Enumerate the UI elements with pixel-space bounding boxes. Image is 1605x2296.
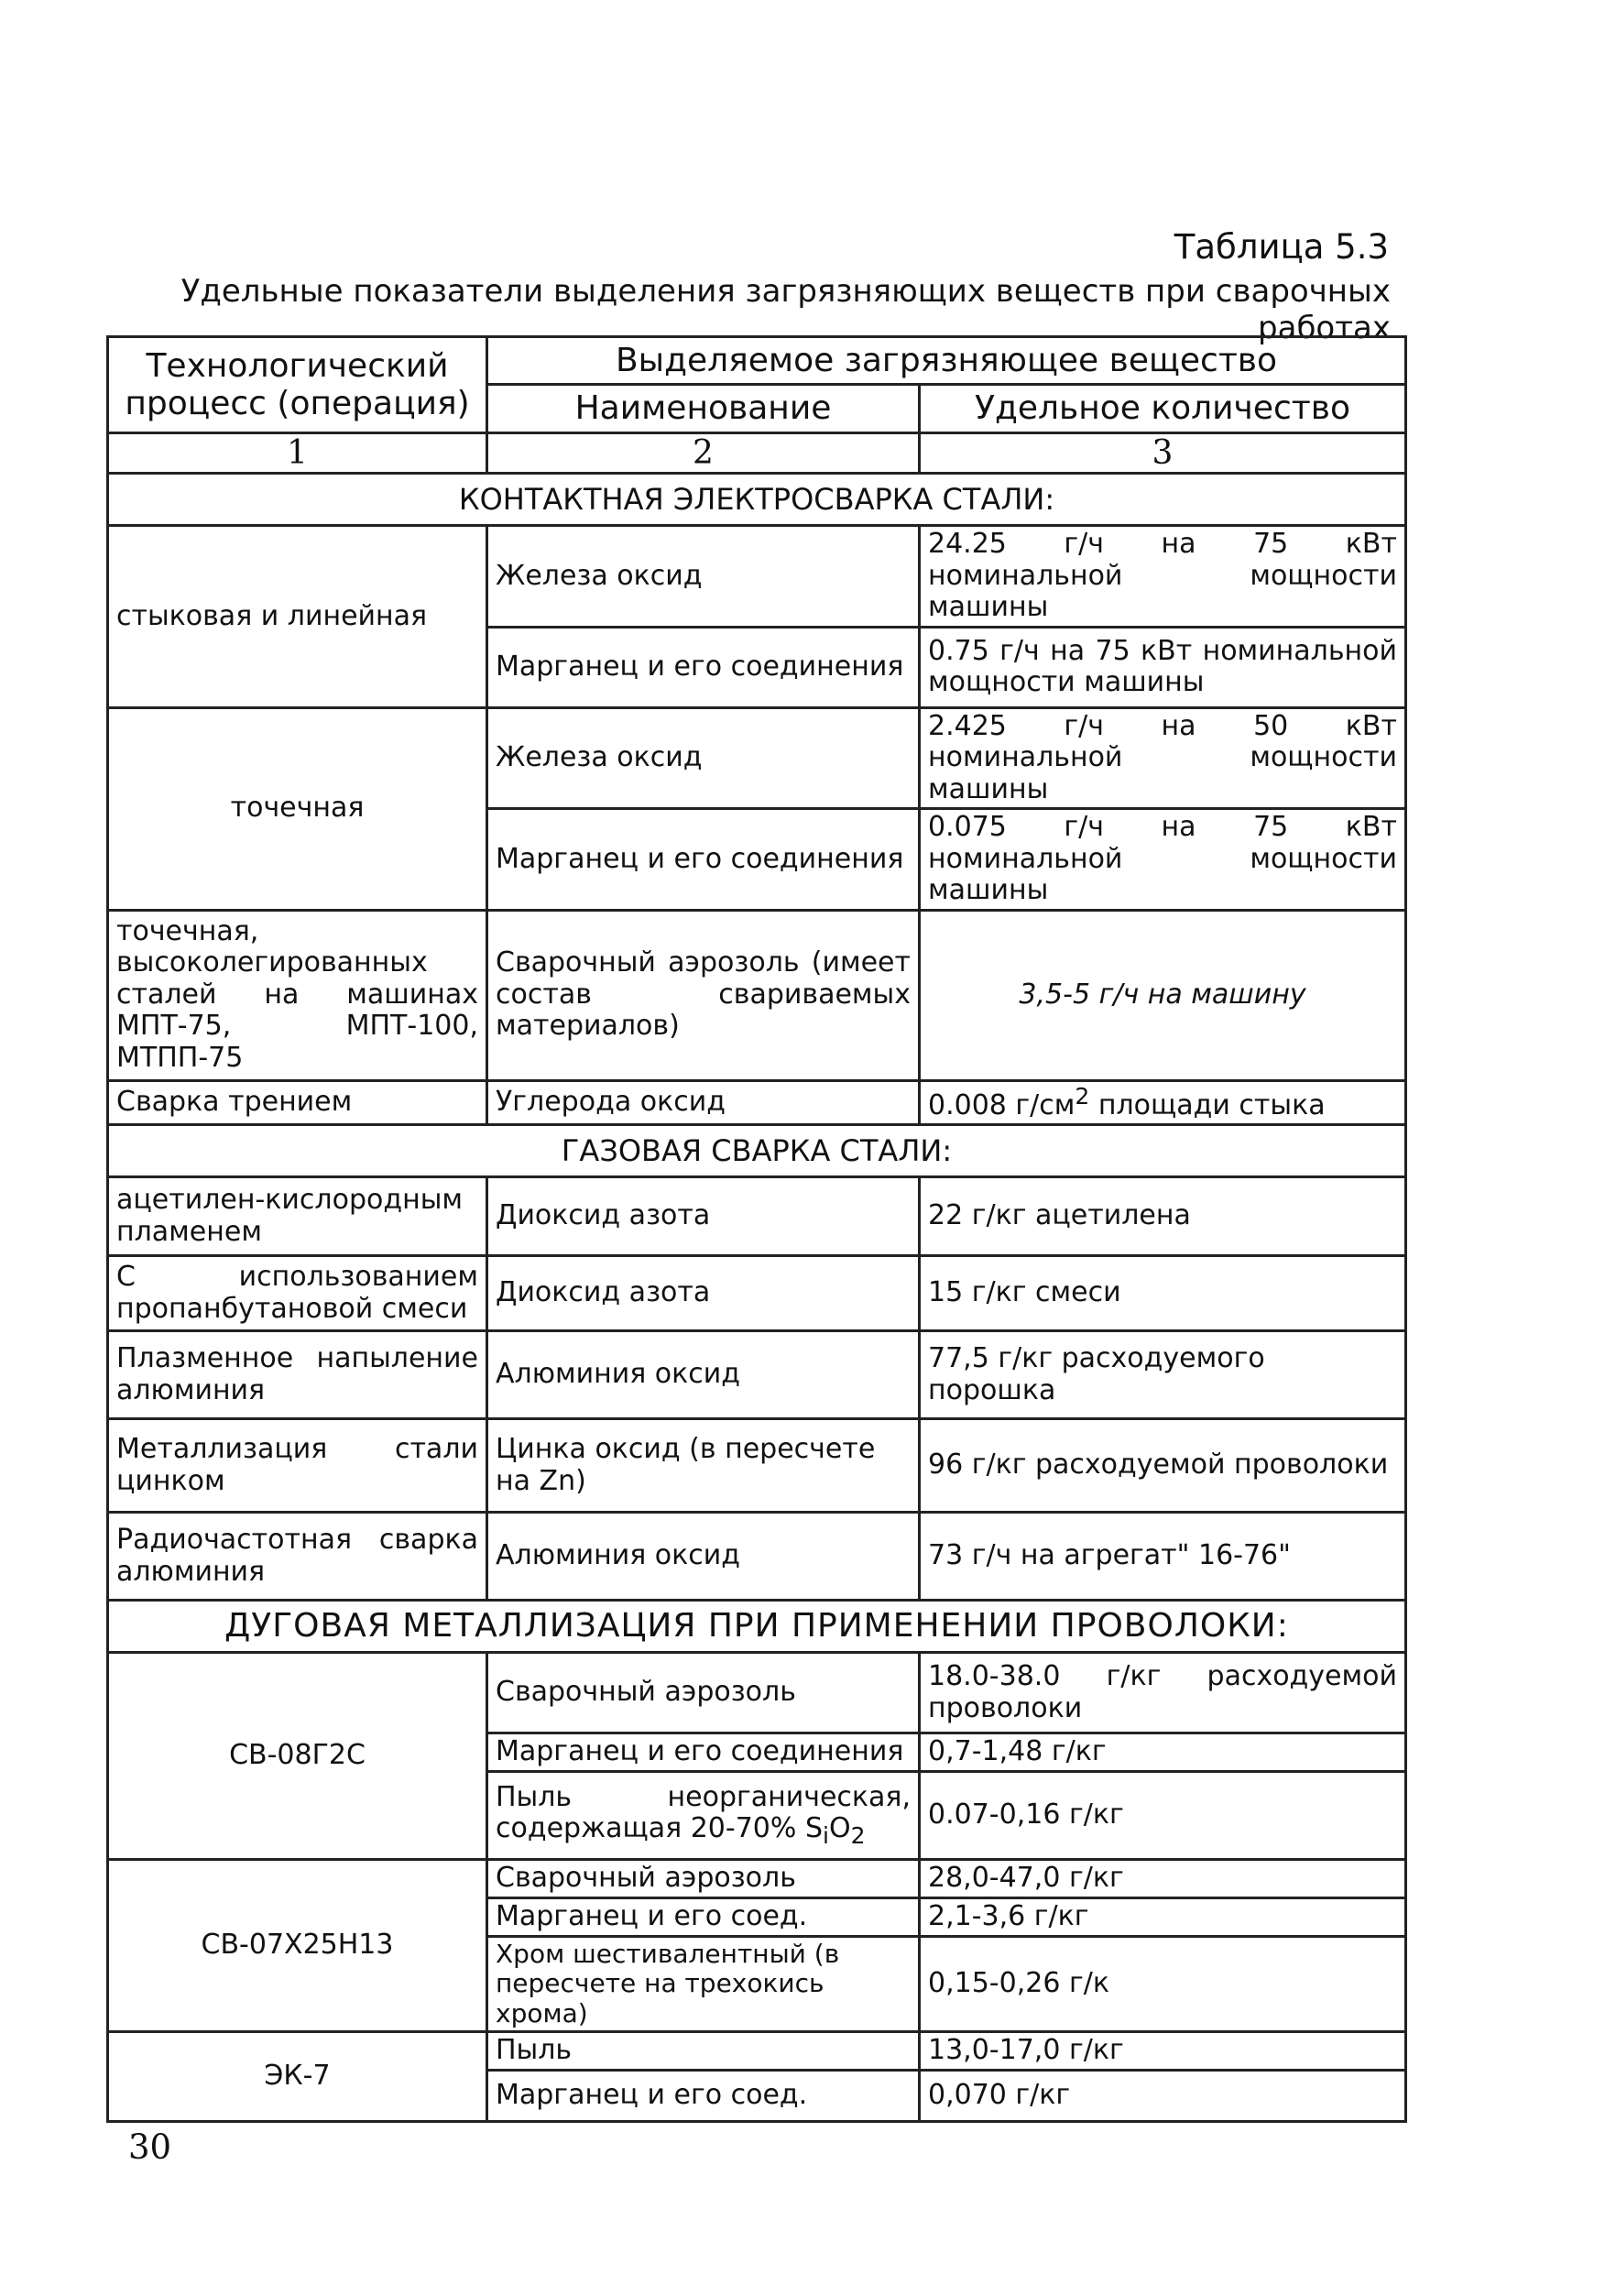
amount-cell: 73 г/ч на агрегат" 16-76" — [920, 1513, 1406, 1601]
process-cell: ЭК-7 — [108, 2031, 487, 2121]
amount-cell: 3,5-5 г/ч на машину — [920, 910, 1406, 1080]
column-number-row — [108, 432, 1406, 473]
header-row — [108, 337, 1406, 385]
substance-cell — [487, 1772, 920, 1860]
table-title: Удельные показатели выделения загрязняющих веществ при сварочных работах — [180, 273, 1391, 346]
table-row — [108, 1653, 1406, 1733]
substance-cell: Цинка оксид (в пересчете на Zn) — [487, 1419, 920, 1513]
process-cell: Сварка трением — [108, 1080, 487, 1125]
section-title-arc: ДУГОВАЯ МЕТАЛЛИЗАЦИЯ ПРИ ПРИМЕНЕНИИ ПРОВОЛОКИ: — [108, 1601, 1406, 1653]
page-number: 30 — [128, 2127, 172, 2167]
substance-cell: Алюминия оксид — [487, 1331, 920, 1419]
amount-cell: 15 г/кг смеси — [920, 1256, 1406, 1331]
amount-cell: 0.07-0,16 г/кг — [920, 1772, 1406, 1860]
table-number: Таблица 5.3 — [1174, 227, 1389, 267]
header-amount: Удельное количество — [920, 385, 1406, 432]
amount-text: площади стыка — [1089, 1088, 1326, 1121]
header-name: Наименование — [487, 385, 920, 432]
process-cell: СВ-08Г2С — [108, 1653, 487, 1860]
amount-cell: 0,7-1,48 г/кг — [920, 1733, 1406, 1772]
amount-cell: 0,070 г/кг — [920, 2070, 1406, 2121]
column-number: 2 — [487, 432, 920, 473]
column-number: 1 — [108, 432, 487, 473]
subscript: 2 — [850, 1822, 866, 1850]
substance-cell: Сварочный аэрозоль (имеет состав свариваемых материалов) — [487, 910, 920, 1080]
process-cell: точечная, высоколегированных сталей на машинах МПТ-75, МПТ-100, МТПП-75 — [108, 910, 487, 1080]
substance-cell: Сварочный аэрозоль — [487, 1653, 920, 1733]
substance-text: Пыль неорганическая, содержащая 20-70% S — [496, 1780, 911, 1845]
amount-cell: 2.425 г/ч на 50 кВт номинальной мощности машины — [920, 707, 1406, 809]
amount-cell: 28,0-47,0 г/кг — [920, 1860, 1406, 1898]
amount-cell: 2,1-3,6 г/кг — [920, 1898, 1406, 1937]
substance-cell: Марганец и его соединения — [487, 627, 920, 707]
table-row — [108, 1177, 1406, 1256]
table-row — [108, 910, 1406, 1080]
section-title-contact: КОНТАКТНАЯ ЭЛЕКТРОСВАРКА СТАЛИ: — [108, 474, 1406, 526]
table-row — [108, 1256, 1406, 1331]
section-title-gas: ГАЗОВАЯ СВАРКА СТАЛИ: — [108, 1125, 1406, 1177]
substance-cell: Марганец и его соед. — [487, 1898, 920, 1937]
amount-cell: 77,5 г/кг расходуемого порошка — [920, 1331, 1406, 1419]
table-row — [108, 2031, 1406, 2070]
process-cell: Радиочастотная сварка алюминия — [108, 1513, 487, 1601]
substance-cell: Марганец и его соединения — [487, 809, 920, 911]
process-cell: Плазменное напыление алюминия — [108, 1331, 487, 1419]
amount-text: 0.008 г/см — [928, 1088, 1075, 1121]
table-row — [108, 1331, 1406, 1419]
amount-cell: 24.25 г/ч на 75 кВт номинальной мощности машины — [920, 526, 1406, 628]
amount-cell: 0.075 г/ч на 75 кВт номинальной мощности машины — [920, 809, 1406, 911]
table-row — [108, 1513, 1406, 1601]
section-row — [108, 474, 1406, 526]
amount-cell: 13,0-17,0 г/кг — [920, 2031, 1406, 2070]
process-cell: ацетилен-кислородным пламенем — [108, 1177, 487, 1256]
substance-cell: Сварочный аэрозоль — [487, 1860, 920, 1898]
column-number: 3 — [920, 432, 1406, 473]
substance-cell: Пыль — [487, 2031, 920, 2070]
table-row — [108, 707, 1406, 809]
substance-cell: Диоксид азота — [487, 1256, 920, 1331]
substance-cell: Марганец и его соед. — [487, 2070, 920, 2121]
emissions-table — [106, 335, 1407, 2123]
substance-cell: Марганец и его соединения — [487, 1733, 920, 1772]
subscript: i — [822, 1822, 829, 1850]
amount-cell: 18.0-38.0 г/кг расходуемой проволоки — [920, 1653, 1406, 1733]
substance-cell: Железа оксид — [487, 707, 920, 809]
header-substance-group: Выделяемое загрязняющее вещество — [487, 337, 1406, 385]
superscript: 2 — [1075, 1082, 1090, 1110]
substance-cell: Хром шестивалентный (в пересчете на трехокись хрома) — [487, 1937, 920, 2032]
substance-cell: Алюминия оксид — [487, 1513, 920, 1601]
table-row — [108, 526, 1406, 628]
section-row — [108, 1125, 1406, 1177]
process-cell: СВ-07Х25Н13 — [108, 1860, 487, 2032]
amount-cell: 0.75 г/ч на 75 кВт номинальной мощности машины — [920, 627, 1406, 707]
process-cell: Металлизация стали цинком — [108, 1419, 487, 1513]
process-cell: С использованием пропанбутановой смеси — [108, 1256, 487, 1331]
table-row — [108, 1860, 1406, 1898]
substance-cell: Углерода оксид — [487, 1080, 920, 1125]
amount-cell: 96 г/кг расходуемой проволоки — [920, 1419, 1406, 1513]
substance-cell: Железа оксид — [487, 526, 920, 628]
process-cell: точечная — [108, 707, 487, 910]
amount-cell — [920, 1080, 1406, 1125]
header-process: Технологический процесс (операция) — [108, 337, 487, 433]
table-row — [108, 1080, 1406, 1125]
substance-cell: Диоксид азота — [487, 1177, 920, 1256]
table-row — [108, 1419, 1406, 1513]
amount-cell: 22 г/кг ацетилена — [920, 1177, 1406, 1256]
section-row — [108, 1601, 1406, 1653]
process-cell: стыковая и линейная — [108, 526, 487, 708]
amount-cell: 0,15-0,26 г/к — [920, 1937, 1406, 2032]
substance-text: O — [828, 1812, 851, 1845]
